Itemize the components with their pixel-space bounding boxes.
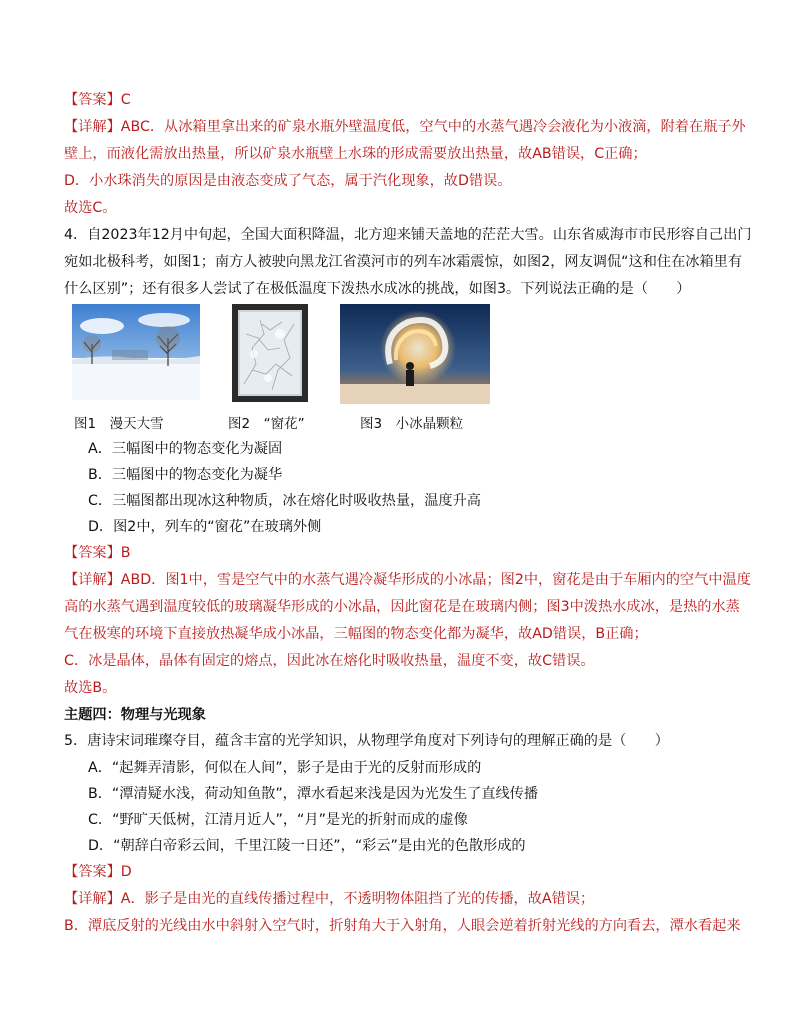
q4-option-d: D．图2中，列车的“窗花”在玻璃外侧 bbox=[88, 519, 322, 535]
answer-value: B bbox=[120, 545, 131, 561]
q4-option-b: B．三幅图中的物态变化为凝华 bbox=[88, 467, 283, 483]
detail-tag: 【详解】 bbox=[64, 572, 121, 588]
q4-stem-3: 什么区别”；还有很多人尝试了在极低温度下泼热水成冰的挑战，如图3。下列说法正确的是（ ） bbox=[64, 281, 691, 297]
q4-option-c: C．三幅图都出现冰这种物质，冰在熔化时吸收热量，温度升高 bbox=[88, 493, 481, 509]
detail-text: ABD．图1中，雪是空气中的水蒸气遇冷凝华形成的小冰晶；图2中，窗花是由于车厢内的空气中温度 bbox=[120, 572, 751, 588]
figure-3-caption: 图3 小冰晶颗粒 bbox=[360, 416, 464, 432]
q4-detail-line-2: 高的水蒸气遇到温度较低的玻璃凝华形成的小冰晶，因此窗花是在玻璃内侧；图3中泼热水成冰，是热的水蒸 bbox=[64, 599, 740, 615]
q4-option-a: A．三幅图中的物态变化为凝固 bbox=[88, 441, 283, 457]
topic-heading: 主题四：物理与光现象 bbox=[64, 707, 206, 723]
q4-detail-line-4: C．冰是晶体，晶体有固定的熔点，因此冰在熔化时吸收热量，温度不变，故C错误。 bbox=[64, 653, 595, 669]
hot-water-ice-image bbox=[340, 304, 490, 404]
answer-line-q4 bbox=[64, 541, 734, 565]
detail-tag: 【详解】 bbox=[64, 891, 121, 907]
q4-detail-line-1 bbox=[64, 568, 751, 592]
conclusion-line: 故选C。 bbox=[64, 200, 117, 216]
q5-option-d: D．“朝辞白帝彩云间，千里江陵一日还”，“彩云”是由光的色散形成的 bbox=[88, 838, 526, 854]
answer-tag: 【答案】 bbox=[64, 92, 121, 108]
q5-detail-line-1 bbox=[64, 887, 734, 911]
figure-3-ice-crystals bbox=[340, 304, 490, 404]
figure-2-window-frost bbox=[232, 304, 308, 402]
q5-detail-line-2: B．潭底反射的光线由水中斜射入空气时，折射角大于入射角，人眼会逆着折射光线的方向看去，潭水看起来 bbox=[64, 918, 741, 934]
figure-1-caption: 图1 漫天大雪 bbox=[74, 416, 164, 432]
q4-stem-2: 宛如北极科考，如图1；南方人被驶向黑龙江省漠河市的列车冰霜震惊，如图2，网友调侃“这和住在冰箱里有 bbox=[64, 254, 743, 270]
figure-2-caption: 图2 “窗花” bbox=[228, 416, 305, 432]
answer-tag: 【答案】 bbox=[64, 864, 121, 880]
detail-tag: 【详解】 bbox=[64, 119, 121, 135]
q5-option-c: C．“野旷天低树，江清月近人”，“月”是光的折射而成的虚像 bbox=[88, 812, 468, 828]
detail-line-3: D．小水珠消失的原因是由液态变成了气态，属于汽化现象，故D错误。 bbox=[64, 173, 512, 189]
detail-text: ABC．从冰箱里拿出来的矿泉水瓶外壁温度低，空气中的水蒸气遇冷会液化为小液滴，附着在瓶子外 bbox=[120, 119, 746, 135]
answer-value: D bbox=[120, 864, 132, 880]
answer-tag: 【答案】 bbox=[64, 545, 121, 561]
answer-line-q5 bbox=[64, 860, 734, 884]
q5-option-b: B．“潭清疑水浅，荷动知鱼散”，潭水看起来浅是因为光发生了直线传播 bbox=[88, 786, 539, 802]
q5-option-a: A．“起舞弄清影，何似在人间”，影子是由于光的反射而形成的 bbox=[88, 760, 482, 776]
answer-line-q3 bbox=[64, 88, 734, 112]
q4-stem-1: 4．自2023年12月中旬起，全国大面积降温，北方迎来铺天盖地的茫茫大雪。山东省威海市市民形容自己出门 bbox=[64, 227, 752, 243]
q4-detail-line-3: 气在极寒的环境下直接放热凝华成小冰晶，三幅图的物态变化都为凝华，故AD错误，B正确； bbox=[64, 626, 648, 642]
q5-stem: 5．唐诗宋词璀璨夺目，蕴含丰富的光学知识，从物理学角度对下列诗句的理解正确的是（ ） bbox=[64, 733, 669, 749]
detail-line-2: 壁上，而液化需放出热量，所以矿泉水瓶壁上水珠的形成需要放出热量，故AB错误，C正确； bbox=[64, 146, 647, 162]
answer-value: C bbox=[120, 92, 131, 108]
detail-text: A．影子是由光的直线传播过程中，不透明物体阻挡了光的传播，故A错误； bbox=[120, 891, 595, 907]
frosted-window-image bbox=[232, 304, 308, 402]
snow-scene-image bbox=[72, 304, 200, 400]
figure-1-snow bbox=[72, 304, 200, 400]
q4-conclusion: 故选B。 bbox=[64, 680, 117, 696]
detail-line-1 bbox=[64, 115, 746, 139]
